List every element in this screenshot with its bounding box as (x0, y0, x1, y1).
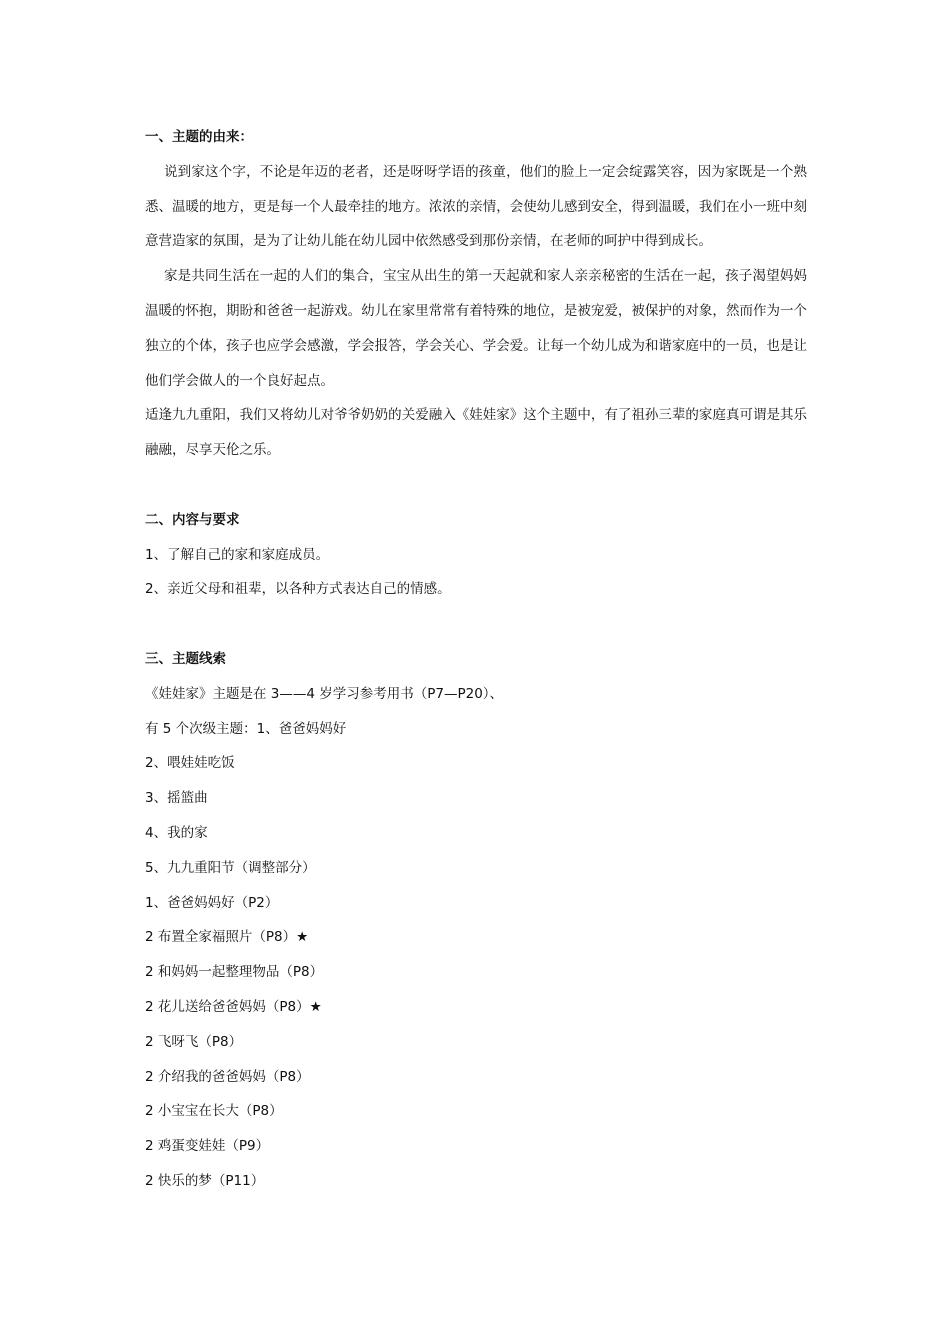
section-spacer (145, 607, 807, 642)
section-spacer (145, 468, 807, 503)
clue-line: 2 和妈妈一起整理物品（P8） (145, 964, 324, 981)
clue-line: 2 快乐的梦（P11） (145, 1172, 265, 1189)
requirement-item: 2、亲近父母和祖辈，以各种方式表达自己的情感。 (145, 581, 451, 598)
clue-line: 3、摇篮曲 (145, 790, 208, 807)
clue-line: 5、九九重阳节（调整部分） (145, 859, 316, 876)
document-body (145, 120, 807, 1199)
requirement-item: 1、了解自己的家和家庭成员。 (145, 546, 330, 563)
clue-line: 有 5 个次级主题：1、爸爸妈妈好 (145, 720, 347, 737)
paragraph-origin-1: 说到家这个字，不论是年迈的老者，还是呀呀学语的孩童，他们的脸上一定会绽露笑容，因为家既是一个熟悉、温暖的地方，更是每一个人最牵挂的地方。浓浓的亲情，会使幼儿感到安全，得到温暖，我们在小一班中刻意营造家的氛围，是为了让幼儿能在幼儿园中依然感受到那份亲情，在老师的呵护中得到成长。 (145, 163, 807, 250)
clue-line: 2 鸡蛋变娃娃（P9） (145, 1138, 270, 1155)
clue-line: 2 花儿送给爸爸妈妈（P8）★ (145, 998, 322, 1015)
clue-line: 2、喂娃娃吃饭 (145, 755, 235, 772)
clue-line: 1、爸爸妈妈好（P2） (145, 894, 279, 911)
section-heading-origin: 一、主题的由来： (145, 129, 253, 145)
clue-line: 《娃娃家》主题是在 3——4 岁学习参考用书（P7—P20）、 (145, 685, 504, 702)
section-heading-clues: 三、主题线索 (145, 650, 226, 667)
paragraph-origin-2: 家是共同生活在一起的人们的集合，宝宝从出生的第一天起就和家人亲亲秘密的生活在一起，孩子渴望妈妈温暖的怀抱，期盼和爸爸一起游戏。幼儿在家里常常有着特殊的地位，是被宠爱，被保护的对象，然而作为一个独立的个体，孩子也应学会感激，学会报答，学会关心、学会爱。让每一个幼儿成为和谐家庭中的一员，也是让他们学会做人的一个良好起点。 (145, 268, 807, 389)
clue-line: 2 飞呀飞（P8） (145, 1033, 243, 1050)
clue-line: 2 小宝宝在长大（P8） (145, 1103, 283, 1120)
clue-line: 2 布置全家福照片（P8）★ (145, 929, 309, 946)
clue-line: 2 介绍我的爸爸妈妈（P8） (145, 1068, 310, 1085)
paragraph-origin-3: 适逢九九重阳，我们又将幼儿对爷爷奶奶的关爱融入《娃娃家》这个主题中，有了祖孙三辈的家庭真可谓是其乐融融，尽享天伦之乐。 (145, 407, 807, 459)
section-heading-content: 二、内容与要求 (145, 511, 240, 528)
clue-line: 4、我的家 (145, 824, 208, 841)
